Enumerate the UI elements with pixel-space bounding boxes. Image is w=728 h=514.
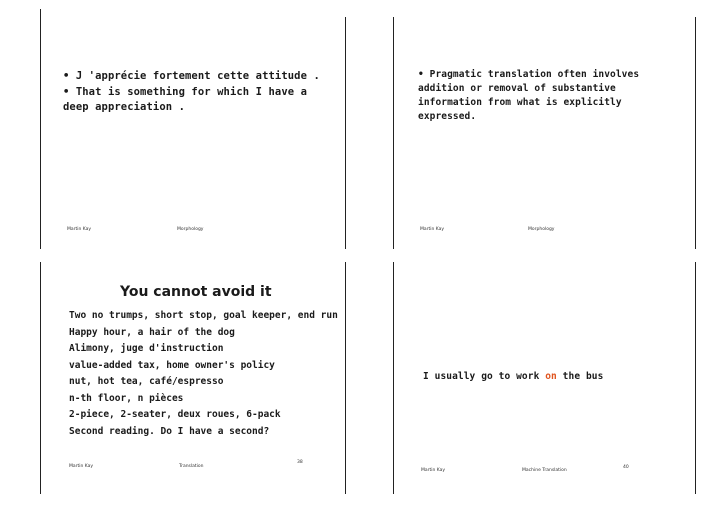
- slide-3-title: You cannot avoid it: [120, 284, 272, 300]
- slide-1-bullet-2: • That is something for which I have a deep appreciation .: [63, 86, 308, 113]
- slide-4-footer-author: Martin Kay: [421, 468, 446, 473]
- slide-4: [393, 262, 696, 494]
- slide-3-footer-topic: Translation: [179, 464, 204, 469]
- slide-3-page-number: 38: [297, 460, 303, 465]
- slide-3-line: value-added tax, home owner's policy: [69, 360, 275, 371]
- sentence-after: the bus: [556, 371, 604, 382]
- slide-4-footer-topic: Machine Translation: [522, 468, 567, 473]
- slide-1: [40, 17, 346, 249]
- slide-1-bullet-1: • J 'apprécie fortement cette attitude .: [63, 70, 320, 82]
- slide-2-footer-author: Martin Kay: [420, 227, 445, 232]
- slide-1-footer-topic: Morphology: [177, 227, 204, 232]
- slide-3-line: nut, hot tea, café/espresso: [69, 376, 224, 387]
- slide-1-footer-author: Martin Kay: [67, 227, 92, 232]
- sentence-before: I usually go to work: [423, 371, 546, 382]
- slide-4-sentence: [423, 369, 603, 384]
- slide-3-footer-author: Martin Kay: [69, 464, 94, 469]
- slide-2-bullet: • Pragmatic translation often involves addition or removal of substantive information from what is explicitly expressed.: [418, 69, 640, 122]
- highlighted-word: on: [545, 371, 557, 382]
- slide-4-page-number: 40: [623, 465, 629, 470]
- slide-3-line: Two no trumps, short stop, goal keeper, end run: [69, 310, 338, 321]
- slide-2: [393, 17, 696, 249]
- slide-3-line: n-th floor, n pièces: [69, 393, 184, 404]
- slide-3-line: Second reading. Do I have a second?: [69, 426, 270, 437]
- slide-3-line: 2-piece, 2-seater, deux roues, 6-pack: [69, 409, 281, 420]
- slide-3-line: Happy hour, a hair of the dog: [69, 327, 235, 338]
- corner-tick: [40, 9, 41, 17]
- slide-3: [40, 262, 346, 494]
- slide-3-line: Alimony, juge d'instruction: [69, 343, 224, 354]
- slide-2-footer-topic: Morphology: [528, 227, 555, 232]
